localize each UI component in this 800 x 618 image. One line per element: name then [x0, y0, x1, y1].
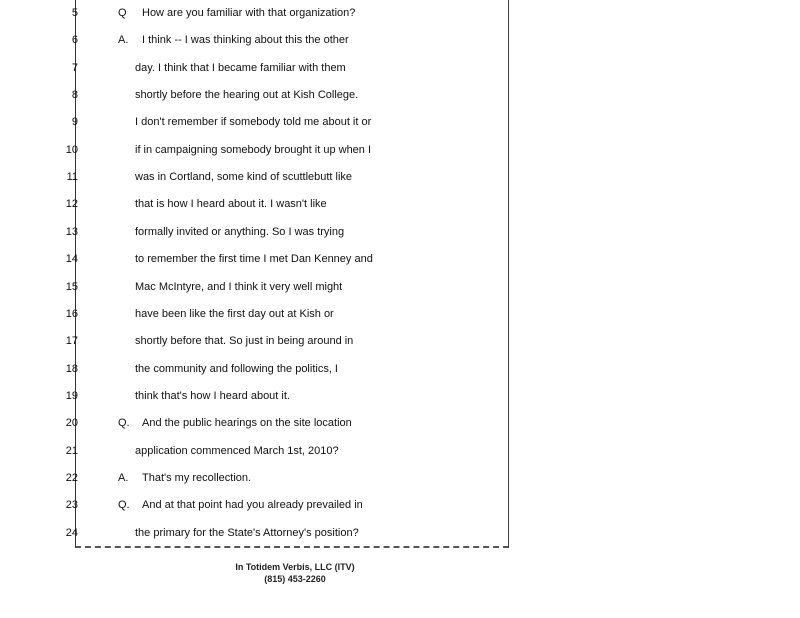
line-number: 11 [66, 171, 78, 184]
line-number: 17 [65, 335, 78, 348]
transcript-line [0, 4, 460, 22]
testimony-text: shortly before the hearing out at Kish College. [135, 89, 359, 102]
footer-phone: (815) 453-2260 [264, 574, 326, 584]
speaker-label: A. [118, 34, 129, 47]
line-number: 10 [65, 143, 78, 156]
line-number: 23 [65, 499, 78, 512]
testimony-text: day. I think that I became familiar with them [135, 61, 346, 74]
transcript-line [0, 195, 460, 213]
transcript-line [0, 250, 460, 268]
line-number: 14 [65, 253, 78, 266]
line-number: 12 [65, 198, 78, 211]
testimony-text: if in campaigning somebody brought it up when I [135, 143, 372, 156]
speaker-label: Q. [118, 417, 130, 430]
transcript-line [0, 223, 460, 241]
transcript-line [0, 469, 460, 487]
speaker-label: A. [118, 471, 129, 484]
testimony-text: formally invited or anything. So I was trying [135, 225, 345, 238]
testimony-text: think that's how I heard about it. [135, 389, 290, 402]
line-number: 22 [65, 471, 78, 484]
speaker-label: Q [118, 7, 127, 19]
line-number: 13 [65, 225, 78, 238]
testimony-text: And at that point had you already prevailed in [142, 499, 363, 512]
transcript-line [0, 278, 460, 296]
transcript-line [0, 387, 460, 405]
line-number: 9 [71, 116, 78, 129]
line-number: 20 [65, 417, 78, 430]
line-number: 5 [71, 7, 78, 19]
footer-firm-name: In Totidem Verbis, LLC (ITV) [235, 562, 355, 572]
line-number: 18 [65, 362, 78, 375]
transcript-line [0, 31, 460, 49]
transcript-line [0, 332, 460, 350]
transcript-line [0, 86, 460, 104]
transcript-line [0, 442, 460, 460]
line-number: 7 [71, 61, 78, 74]
testimony-text: How are you familiar with that organization? [142, 7, 356, 19]
line-number: 19 [65, 389, 78, 402]
testimony-text: that is how I heard about it. I wasn't like [135, 198, 327, 211]
testimony-text: have been like the first day out at Kish or [135, 307, 334, 320]
testimony-text: was in Cortland, some kind of scuttlebutt like [135, 171, 353, 184]
transcript-line [0, 496, 460, 514]
testimony-text: And the public hearings on the site location [142, 417, 352, 430]
transcript-line [0, 414, 460, 432]
transcript-line [0, 141, 460, 159]
transcript-line [0, 305, 460, 323]
testimony-text: Mac McIntyre, and I think it very well might [135, 280, 343, 293]
transcript-line [0, 59, 460, 77]
transcript-line [0, 168, 460, 186]
testimony-text: application commenced March 1st, 2010? [135, 444, 339, 457]
line-number: 6 [71, 34, 78, 47]
line-number: 24 [65, 526, 78, 539]
transcript-line [0, 113, 460, 131]
line-number: 21 [65, 444, 78, 457]
speaker-label: Q. [118, 499, 130, 512]
transcript-line [0, 360, 460, 378]
testimony-text: the community and following the politics, I [135, 362, 338, 375]
transcript-page-frame [75, 0, 509, 548]
testimony-text: I don't remember if somebody told me about it or [135, 116, 372, 129]
line-number: 15 [65, 280, 78, 293]
testimony-text: I think -- I was thinking about this the other [142, 34, 349, 47]
testimony-text: the primary for the State's Attorney's position? [135, 526, 359, 539]
transcript-line [0, 524, 460, 542]
line-number: 8 [71, 89, 78, 102]
testimony-text: to remember the first time I met Dan Kenney and [135, 253, 373, 266]
testimony-text: shortly before that. So just in being around in [135, 335, 354, 348]
testimony-text: That's my recollection. [142, 471, 252, 484]
line-number: 16 [65, 307, 78, 320]
